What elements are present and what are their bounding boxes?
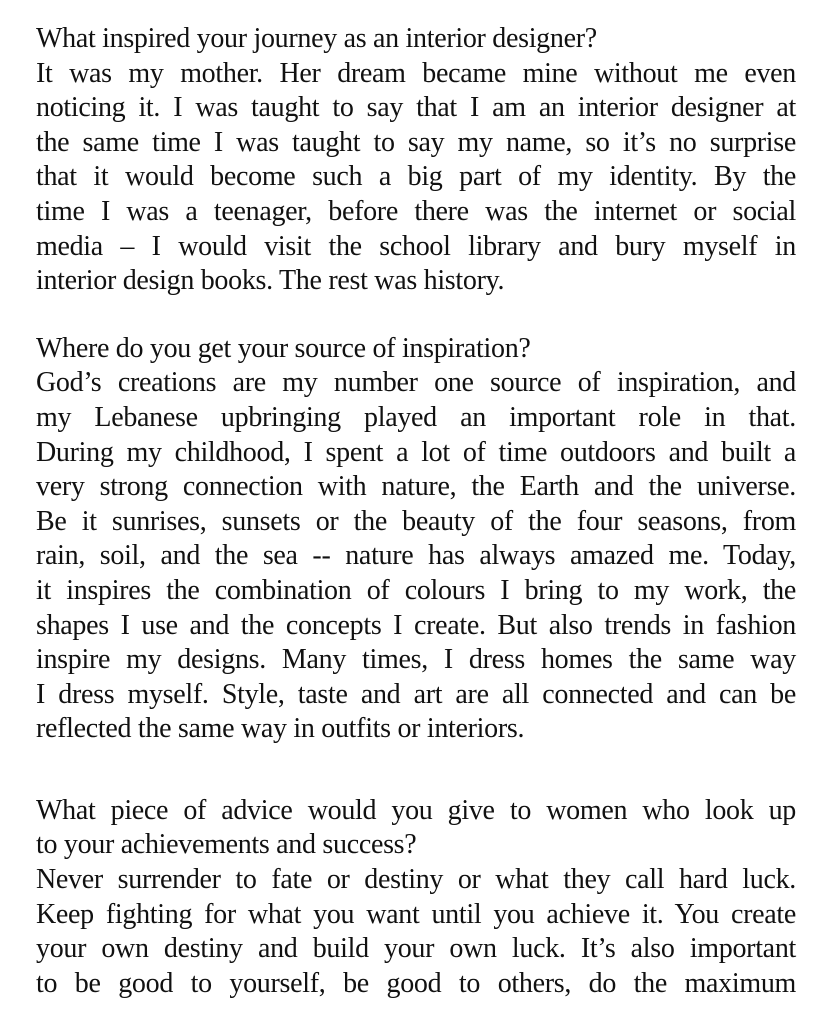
answer-line: shapes I use and the concepts I create. But also trends in fashion (36, 609, 796, 641)
qa-block-3 (36, 794, 796, 1002)
question-text: Where do you get your source of inspiration? (36, 332, 531, 364)
answer-line: inspire my designs. Many times, I dress homes the same way (36, 644, 796, 676)
qa-block-1 (36, 22, 796, 299)
paragraph-gap (36, 299, 796, 332)
answer-line: reflected the same way in outfits or interiors. (36, 713, 525, 745)
answer-line: Be it sunrises, sunsets or the beauty of the four seasons, from (36, 505, 796, 537)
answer-line: to be good to yourself, be good to others, do the maximum (36, 967, 796, 999)
answer-line: the same time I was taught to say my name, so it’s no surprise (36, 126, 796, 158)
answer-line: I dress myself. Style, taste and art are all connected and can be (36, 678, 796, 710)
answer-line: that it would become such a big part of my identity. By the (36, 161, 796, 193)
answer-line: it inspires the combination of colours I bring to my work, the (36, 574, 796, 606)
answer-line: time I was a teenager, before there was the internet or social (36, 195, 796, 227)
answer-line: Never surrender to fate or destiny or what they call hard luck. (36, 864, 796, 896)
paragraph-gap (36, 747, 796, 794)
answer-line: interior design books. The rest was history. (36, 265, 505, 297)
answer-line: media – I would visit the school library and bury myself in (36, 230, 796, 262)
answer-line: my Lebanese upbringing played an important role in that. (36, 401, 796, 433)
answer-line: very strong connection with nature, the Earth and the universe. (36, 471, 796, 503)
answer-line: noticing it. I was taught to say that I am an interior designer at (36, 92, 796, 124)
answer-line: God’s creations are my number one source of inspiration, and (36, 367, 796, 399)
answer-line: Keep fighting for what you want until you achieve it. You create (36, 898, 796, 930)
question-text: What inspired your journey as an interior designer? (36, 23, 597, 54)
answer-line: your own destiny and build your own luck. It’s also important (36, 933, 796, 965)
question-text: What piece of advice would you give to women who look up (36, 794, 796, 826)
answer-line: It was my mother. Her dream became mine without me even (36, 57, 796, 89)
qa-block-2 (36, 332, 796, 747)
question-text: to your achievements and success? (36, 829, 417, 861)
answer-line: During my childhood, I spent a lot of time outdoors and built a (36, 436, 796, 468)
answer-line: rain, soil, and the sea -- nature has always amazed me. Today, (36, 540, 796, 572)
interview-page (36, 22, 796, 1001)
